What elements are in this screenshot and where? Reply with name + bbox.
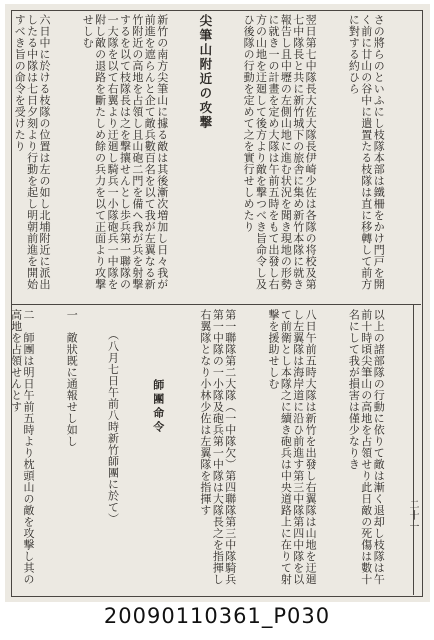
document-page bbox=[5, 4, 430, 602]
paragraph: 第一聯隊第二大隊（一中隊欠）第四聯隊第三中隊騎兵第一中隊の一小隊及砲兵第一中隊は大隊長之を指揮し右翼隊となり小林少佐は左翼隊を指揮す bbox=[198, 309, 237, 585]
paragraph: 六日中に於ける枝隊の位置は左の如し北埔附近に派出したる中隊は七日夕刻より行動を起し明朝前進を開始すべき旨の命令を受けたり bbox=[13, 14, 52, 290]
paragraph: 新竹の南方尖筆山に據る敵は其後漸次増加し日々我が前進を遮らんと企て敵兵數百名を以て我が左翼なる新竹附近の高地を占領し且山砲二門を備へ我が兵を射撃するを以て枝隊長は之を撃攘せんとし歩兵第一聯隊の一大隊を以て右翼より迂廻し騎兵一小隊砲兵一中隊を附し敵の退路を斷たしめ餘の兵力を以て正面より攻撃せしむ bbox=[81, 14, 169, 290]
section-divider bbox=[11, 304, 421, 305]
paragraph: さの將らのといふにし枝隊本部は鐵柵をかけ門戸を開く前に廿山の谷中に遣置たる枝隊は直に移轉して前方に對する約ひら bbox=[347, 14, 386, 290]
order-item: 二 師團は明日午前五時より枕頭山の敵を攻撃し其の高地を占領せんとす bbox=[9, 309, 36, 585]
paragraph: 翌日第七中隊長大佐大隊長伊崎少佐は各隊の将校及第七中隊長と共に新竹城下の旅舎に集め新竹本隊に就き報告し且中壢の左側山地に進む状況を聞き現地の形勢に就き一の計畫を定め大隊は午前五時をもて出發し右方の山地を迂廻して後方より敵を撃つべき旨命令し及ひ後隊の行動を定めて之を實行せしめたり bbox=[242, 14, 318, 290]
order-date: （八月七日午前八時新竹師團に於て） bbox=[106, 329, 120, 525]
top-text-block bbox=[13, 14, 409, 300]
section-heading: 尖筆山附近の攻撃 bbox=[197, 14, 213, 130]
order-title: 師團命令 bbox=[151, 379, 165, 435]
file-id-caption: 20090110361_P030 bbox=[103, 604, 331, 628]
paragraph: 八日午前五時大隊は新竹を出發し右翼隊は山地を迂廻し左翼隊は海岸道に沿ひ前進す第三中隊第四中隊を以て前衛とし本隊之に續き砲兵は中央道路上に在りて射撃を援助せしむ bbox=[266, 309, 318, 585]
page-number: 二十一 bbox=[407, 499, 418, 532]
paragraph: 以上の諸部隊の行動に依りて敵は漸く退却し枝隊は午前十時頃尖筆山の高地を占領せり此日敵の死傷は數十名にして我が損害は僅少なりき bbox=[347, 309, 386, 585]
page-number-rule bbox=[413, 304, 414, 595]
order-item: 一 敵狀既に通報せし如し bbox=[65, 309, 79, 447]
bottom-text-block bbox=[9, 309, 409, 591]
